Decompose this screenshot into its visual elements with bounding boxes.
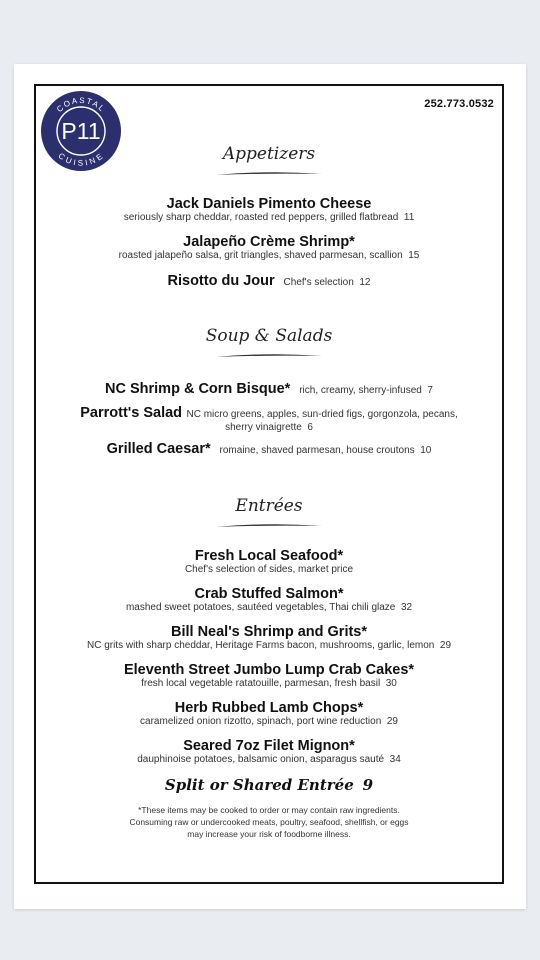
item-name: Fresh Local Seafood* [194, 548, 344, 564]
item-name: Jalapeño Crème Shrimp* [183, 234, 355, 250]
item-description: seriously sharp cheddar, roasted red peppers, grilled flatbread 11 [123, 212, 415, 223]
split-entree-note [36, 776, 502, 795]
item-price: 29 [439, 640, 452, 651]
item-description: romaine, shaved parmesan, house croutons 10 [219, 445, 432, 456]
menu-item [36, 234, 502, 261]
item-price: 10 [420, 445, 432, 456]
item-description-cont: sherry vinaigrette 6 [225, 422, 313, 433]
item-description: roasted jalapeño salsa, grit triangles, shaved parmesan, scallion 15 [118, 250, 420, 261]
item-name: Eleventh Street Jumbo Lump Crab Cakes* [123, 662, 415, 678]
menu-item [36, 196, 502, 223]
special-price: 9 [362, 776, 374, 794]
menu-item [36, 548, 502, 575]
section-title: Appetizers [222, 144, 316, 164]
special-name: Split or Shared Entrée [164, 776, 354, 794]
item-description: NC grits with sharp cheddar, Heritage Farms bacon, mushrooms, garlic, lemon 29 [86, 640, 452, 651]
item-price: 15 [408, 250, 420, 261]
item-price: 30 [385, 678, 397, 689]
item-description: fresh local vegetable ratatouille, parmesan, fresh basil 30 [141, 678, 397, 689]
item-price: 29 [386, 716, 398, 727]
item-description: Chef's selection 12 [283, 277, 371, 288]
logo-text: P11 [61, 118, 101, 144]
item-name: Bill Neal's Shrimp and Grits* [170, 624, 368, 640]
menu-item [36, 586, 502, 613]
item-price: 34 [389, 754, 401, 765]
item-price: 12 [359, 277, 371, 288]
item-description: mashed sweet potatoes, sautéed vegetables, Thai chili glaze 32 [125, 602, 413, 613]
menu-item [36, 404, 502, 433]
menu-item [36, 738, 502, 765]
item-description: rich, creamy, sherry-infused 7 [299, 385, 433, 396]
logo-ring-bottom: CUISINE [56, 151, 106, 168]
flourish-divider [214, 522, 324, 530]
item-name: Seared 7oz Filet Mignon* [183, 738, 355, 754]
item-description: caramelized onion rizotto, spinach, port wine reduction 29 [140, 716, 398, 727]
menu-item [36, 662, 502, 689]
section-entrees-header [36, 496, 502, 530]
logo-ring-top: COASTAL [54, 95, 108, 115]
item-name: Jack Daniels Pimento Cheese [166, 196, 372, 212]
item-name: Crab Stuffed Salmon* [194, 586, 344, 602]
item-name: NC Shrimp & Corn Bisque* [105, 381, 291, 397]
allergy-footnote [36, 804, 502, 840]
menu-item [36, 272, 502, 290]
item-description: Chef's selection of sides, market price [184, 564, 354, 575]
footnote-line: *These items may be cooked to order or may contain raw ingredients. [138, 805, 400, 815]
item-description: NC micro greens, apples, sun-dried figs, gorgonzola, pecans, [186, 409, 458, 420]
menu-item [36, 440, 502, 458]
item-description: dauphinoise potatoes, balsamic onion, asparagus sauté 34 [137, 754, 401, 765]
flourish-divider [214, 170, 324, 178]
item-name: Risotto du Jour [167, 273, 275, 289]
section-appetizers-header [36, 144, 502, 178]
menu-sheet [14, 64, 526, 909]
item-name: Herb Rubbed Lamb Chops* [174, 700, 364, 716]
menu-item [36, 380, 502, 398]
item-name: Parrott's Salad [80, 405, 183, 421]
item-price: 6 [307, 422, 313, 433]
menu-frame [34, 84, 504, 884]
menu-item [36, 700, 502, 727]
item-price: 32 [400, 602, 413, 613]
phone-number: 252.773.0532 [424, 98, 494, 110]
item-price: 11 [403, 212, 415, 223]
flourish-divider [214, 352, 324, 360]
section-soup-salads-header [36, 326, 502, 360]
item-price: 7 [427, 385, 433, 396]
footnote-line: may increase your risk of foodborne illness. [187, 829, 351, 839]
menu-item [36, 624, 502, 651]
section-title: Soup & Salads [205, 326, 333, 346]
footnote-line: Consuming raw or undercooked meats, poultry, seafood, shellfish, or eggs [129, 817, 409, 827]
section-title: Entrées [235, 496, 303, 516]
item-name: Grilled Caesar* [106, 441, 211, 457]
